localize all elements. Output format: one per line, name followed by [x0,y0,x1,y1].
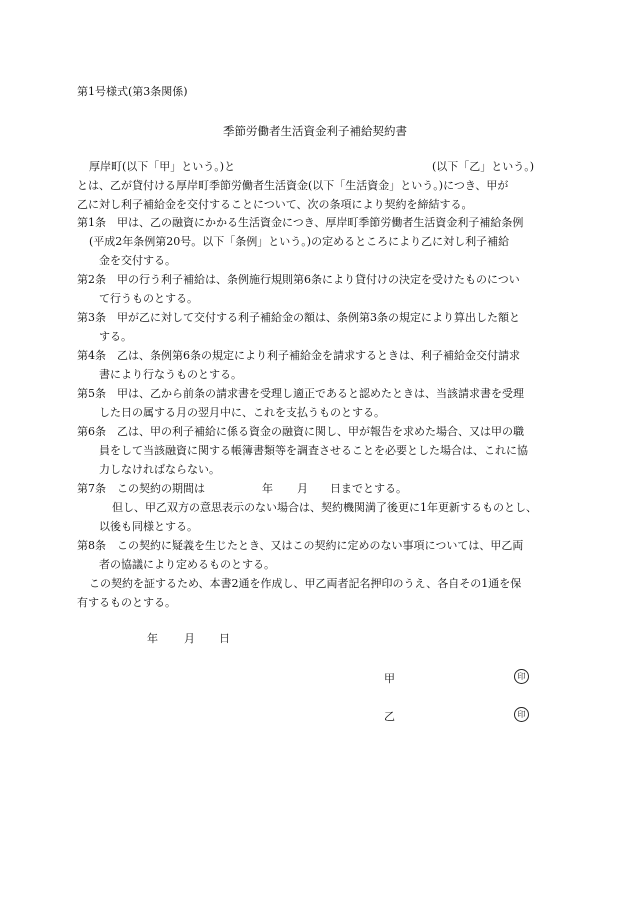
date-day: 日 [219,632,230,645]
intro-line-1b: (以下「乙」という。) [432,160,535,173]
article-2-line-1: 甲の行う利子補給は、条例施行規則第6条により貸付けの決定を受けたものについ [117,273,520,286]
article-2 [77,273,520,287]
article-7-month: 月 [297,482,308,495]
closing-line-1: この契約を証するため、本書2通を作成し、甲乙両者記名押印のうえ、各自その1通を保 [89,577,522,590]
intro-line-3: 乙に対し利子補給金を交付することについて、次の条項により契約を締結する。 [77,198,473,211]
article-3-line-1: 甲が乙に対して交付する利子補給金の額は、条例第3条の規定により算出した額と [117,311,520,324]
article-1 [77,216,523,230]
article-7-day-until: 日までとする。 [330,482,407,495]
form-number: 第1号様式(第3条関係) [77,85,188,98]
article-3-label: 第3条 [77,311,106,324]
seal-otsu-icon: 印 [514,707,529,722]
article-6-label: 第6条 [77,425,106,438]
intro-line-2: とは、乙が貸付ける厚岸町季節労働者生活資金(以下「生活資金」という。)につき、甲が [77,179,509,192]
article-1-label: 第1条 [77,216,106,229]
article-3-line-2: する。 [99,330,132,343]
party-ko-label: 甲 [384,672,395,685]
article-6-line-2: 員をして当該融資に関する帳簿書類等を調査させることを必要とした場合は、これに協 [99,444,528,457]
article-6-line-1: 乙は、甲の利子補給に係る資金の融資に関し、甲が報告を求めた場合、又は甲の職 [117,425,524,438]
article-1-line-3: 金を交付する。 [99,254,176,267]
article-4-label: 第4条 [77,349,106,362]
article-7-label: 第7条 [77,482,106,495]
article-7-proviso-2: 以後も同様とする。 [99,520,198,533]
date-month: 月 [184,632,195,645]
article-1-line-2: (平成2年条例第20号。以下「条例」という。)の定めるところにより乙に対し利子補給 [89,235,510,248]
article-8-label: 第8条 [77,539,106,552]
date-year: 年 [147,632,158,645]
seal-ko-icon: 印 [514,669,529,684]
article-8-line-1: この契約に疑義を生じたとき、又はこの契約に定めのない事項については、甲乙両 [117,539,524,552]
article-3 [77,311,520,325]
article-5 [77,387,524,401]
article-5-label: 第5条 [77,387,106,400]
article-4-line-1: 乙は、条例第6条の規定により利子補給金を請求するときは、利子補給金交付請求 [117,349,520,362]
article-7-year: 年 [262,482,273,495]
party-otsu-label: 乙 [384,710,395,723]
document-title: 季節労働者生活資金利子補給契約書 [223,124,407,138]
closing-line-2: 有するものとする。 [77,596,176,609]
article-5-line-1: 甲は、乙から前条の請求書を受理し適正であると認めたときは、当該請求書を受理 [117,387,524,400]
article-6 [77,425,524,439]
article-4-line-2: 書により行なうものとする。 [99,368,242,381]
article-5-line-2: した日の属する月の翌月中に、これを支払うものとする。 [99,406,385,419]
article-8-line-2: 者の協議により定めるものとする。 [99,558,275,571]
article-7 [77,482,205,496]
article-4 [77,349,520,363]
article-2-label: 第2条 [77,273,106,286]
article-1-line-1: 甲は、乙の融資にかかる生活資金につき、厚岸町季節労働者生活資金利子補給条例 [117,216,524,229]
intro-line-1a: 厚岸町(以下「甲」という。)と [89,160,236,173]
article-6-line-3: 力しなければならない。 [99,463,220,476]
article-7-line-1: この契約の期間は [117,482,205,495]
article-2-line-2: て行うものとする。 [99,292,198,305]
article-8 [77,539,523,553]
article-7-proviso-1: 但し、甲乙双方の意思表示のない場合は、契約機関満了後更に1年更新するものとし、 [112,501,537,514]
